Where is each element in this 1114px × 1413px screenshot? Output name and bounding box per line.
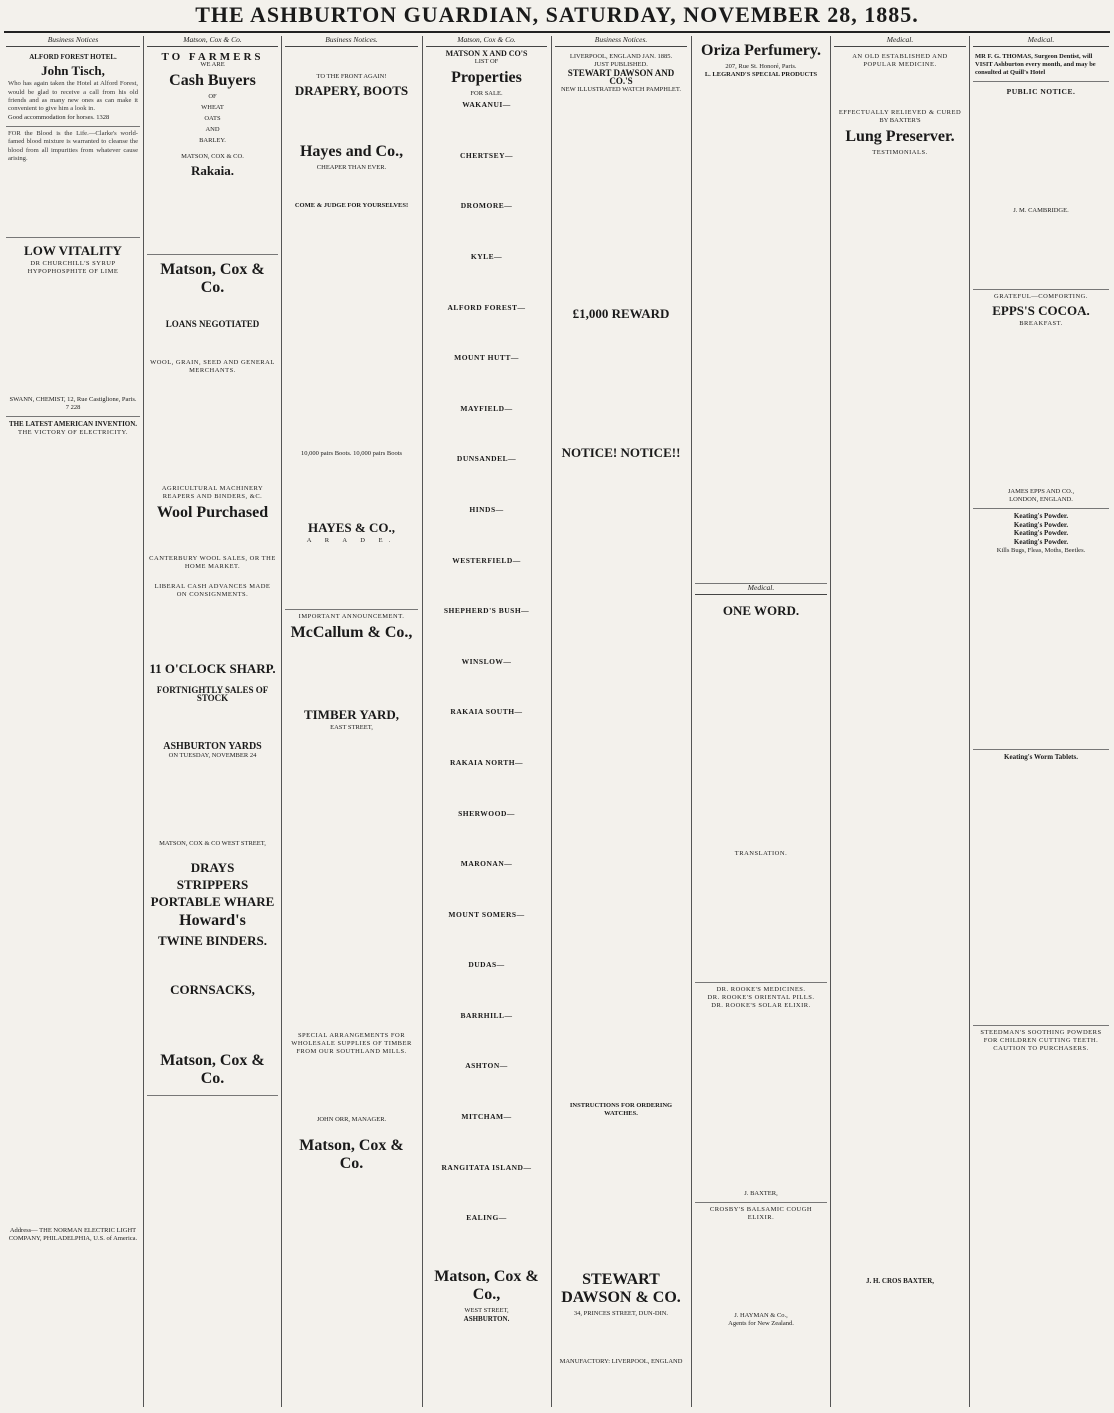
property-section-body [426,769,547,807]
list-line: ASHBURTON. [463,1314,510,1323]
ad-body [149,999,276,1049]
one-word-ad [695,598,827,983]
property-section-title: MOUNT SOMERS— [448,909,525,919]
property-section-title: RAKAIA SOUTH— [450,707,523,717]
ad-body [287,1056,416,1116]
column-2 [147,36,278,1406]
ad-text: Who has again taken the Hotel at Alford Forest, would be glad to receive a call from his old friends and as many new ones as can make it convenient to give him a look in. [8,80,138,113]
ad-line: FORTNIGHTLY SALES OF STOCK [156,684,269,704]
ad-sub: THE VICTORY OF ELECTRICITY. [17,429,129,437]
ad-line: STEEDMAN'S SOOTHING POWDERS FOR CHILDREN CUTTING TEETH. [980,1029,1102,1045]
ad-body [975,555,1107,745]
property-section-body [426,161,547,199]
list-line: WEST STREET, [464,1306,509,1314]
ad-line: LOANS NEGOTIATED [165,319,260,330]
ad-line: AN OLD ESTABLISHED AND POPULAR MEDICINE. [852,52,948,68]
ad-body [287,210,416,450]
ad-item: WHEAT [201,104,224,112]
stewart-dawson-ad [555,50,687,1370]
property-section-body [426,263,547,301]
alford-forest-hotel-ad [6,50,140,127]
ad-line: CHEAPER THAN EVER. [316,163,387,171]
ad-body [149,571,276,583]
ad-line: LIBERAL CASH ADVANCES MADE ON CONSIGNMENTS. [154,582,271,598]
ad-line: SPECIAL ARRANGEMENTS FOR WHOLESALE SUPPLIES OF TIMBER FROM OUR SOUTHLAND MILLS. [291,1031,412,1055]
ad-line: MANUFACTORY: LIVERPOOL, ENGLAND [559,1357,683,1365]
ad-body [557,462,685,1102]
ad-line: A R A D E. [306,536,397,544]
ad-line: Agents for New Zealand. [728,1319,794,1327]
public-notice-ad [973,82,1109,291]
ad-line: INSTRUCTIONS FOR ORDERING WATCHES. [569,1101,673,1117]
ad-body [149,300,276,320]
ad-sub: HYPOPHOSPHITE OF LIME [27,268,119,276]
property-section-body [426,920,547,958]
ad-headline: Howard's [179,911,246,929]
properties-sections [426,101,547,1262]
ad-line: BY BAXTER'S [879,116,921,124]
ad-body [149,848,276,858]
ad-headline: STEWART DAWSON AND CO.'S [567,67,675,87]
column-rule [969,36,970,1407]
property-section-title: CHERTSEY— [460,150,513,160]
property-section-title: KYLE— [470,251,503,261]
ad-body [697,1222,825,1312]
ad-line: ON TUESDAY, NOVEMBER 24 [168,751,257,759]
ad-line: HAYES & CO., [308,519,395,535]
ad-body [836,157,964,1277]
ad-line: GRATEFUL—COMFORTING. [994,293,1088,301]
ad-headline: Matson, Cox & Co. [160,261,265,297]
ad-body [287,100,416,140]
ad-line: EAST STREET, [330,723,373,731]
column-head: Business Notices. [285,36,418,47]
list-title: MATSON X AND CO'S [445,48,528,58]
column-1 [6,36,140,1406]
ad-line: 10,000 pairs Boots. 10,000 pairs Boots [300,449,403,457]
property-section-title: EALING— [466,1213,507,1223]
property-section-title: DUDAS— [468,960,505,970]
column-head: Business Notices. [555,36,687,47]
ad-name: John Tisch, [41,63,105,79]
ad-body [287,53,416,73]
ad-line: Keating's Worm Tablets. [1004,752,1078,761]
ad-body [149,180,276,250]
ad-body [149,525,276,555]
masthead-title: THE ASHBURTON GUARDIAN, SATURDAY, NOVEMBER 28, 1885. [195,2,919,27]
property-section-body [426,1173,547,1211]
ad-headline: DRAPERY, BOOTS [294,82,409,98]
ad-body [697,620,825,850]
column-rule [143,36,144,1407]
property-section-title: MOUNT HUTT— [454,353,519,363]
column-rule [551,36,552,1407]
ad-body [836,69,964,109]
property-section-title: RANGITATA ISLAND— [441,1162,532,1172]
ad-title: LOW VITALITY [24,243,122,259]
ad-line: TWINE BINDERS. [157,932,268,948]
property-section-body [426,718,547,756]
ad-line: CAUTION TO PURCHASERS. [993,1045,1089,1053]
ad-body [697,79,825,579]
column-head: Medical. [834,36,966,47]
dentist-ad [973,50,1109,82]
ad-headline: Wool Purchased [156,503,269,521]
property-section-title: SHERWOOD— [458,808,515,818]
ad-body [697,1010,825,1190]
ad-headline: Lung Preserver. [845,127,955,145]
ad-headline: Matson, Cox & Co. [299,1136,404,1172]
ad-body [975,328,1107,488]
property-section-title: BARRHILL— [460,1010,513,1020]
column-head: Matson, Cox & Co. [426,36,547,47]
ad-line: TESTIMONIALS. [872,148,928,156]
property-section-title: DROMORE— [460,201,513,211]
ad-line: DR. ROOKE'S SOLAR ELIXIR. [711,1001,811,1009]
ad-body [975,97,1107,207]
column-head: Business Notices [6,36,140,47]
keating-worm-ad [973,750,1109,1027]
property-section-body [426,1123,547,1161]
property-section-body [426,566,547,604]
list-line: FOR SALE. [470,90,503,98]
ad-line: J. H. CROS BAXTER, [865,1276,935,1285]
ad-headline: McCallum & Co., [290,623,413,641]
ad-body [287,545,416,605]
section-head: Medical. [695,584,827,595]
ad-item: AND [205,126,220,134]
ad-title: TO FARMERS [161,50,264,63]
ad-line: WOOL, GRAIN, SEED AND GENERAL MERCHANTS. [150,358,275,374]
ad-headline: EPPS'S COCOA. [992,303,1090,319]
property-section-title: ALFORD FOREST— [447,302,526,312]
keating-powder-ad [973,509,1109,749]
column-rule [281,36,282,1407]
ad-line: WE ARE [200,61,225,69]
list-line: LIST OF [474,58,499,66]
ad-line: JAMES EPPS AND CO., [1007,488,1075,496]
ad-body [975,761,1107,1021]
ad-headline: £1,000 REWARD [572,305,670,321]
ad-line: NEW ILLUSTRATED WATCH PAMPHLET. [560,85,681,93]
ad-headline: Oriza Perfumery. [701,42,821,59]
ad-line: CORNSACKS, [170,981,255,997]
column-rule [691,36,692,1407]
ad-sign: J. M. CAMBRIDGE. [1013,207,1069,215]
ad-line: ASHBURTON YARDS [163,740,262,752]
ad-body [697,858,825,978]
ad-body [557,323,685,443]
property-section-body [426,414,547,452]
property-section-title: DUNSANDEL— [456,454,517,464]
ad-title: PUBLIC NOTICE. [1006,86,1076,96]
ad-headline: ONE WORD. [722,602,800,618]
property-section-title: WAKANUI— [462,100,511,110]
ad-line: TIMBER YARD, [303,706,400,722]
ad-body [287,1124,416,1134]
ad-text: MR F. G. THOMAS, Surgeon Dentist, will VISIT Ashburton every month, and may be consulted at Quill's Hotel [975,52,1096,76]
ad-line: BREAKFAST. [1019,320,1063,328]
property-section-title: MITCHAM— [461,1112,512,1122]
ad-body [975,215,1107,285]
ad-line: JOHN ORR, MANAGER. [316,1115,387,1123]
baxter-lung-preserver-ad [834,50,966,1290]
ad-line: MATSON, COX & CO WEST STREET, [159,839,266,847]
ad-line: Keating's Powder. [1013,529,1069,538]
ad-line: TRANSLATION. [734,849,788,857]
ad-headline: Hayes and Co., [299,142,404,160]
column-rule [830,36,831,1407]
ad-headline: STEWART DAWSON & CO. [561,1270,681,1306]
column-6 [695,36,827,1406]
ad-line: J. BAXTER, [744,1189,778,1197]
property-section-title: ASHTON— [465,1061,508,1071]
ad-body [149,375,276,485]
ad-item: OATS [204,115,221,123]
property-section-title: SHEPHERD'S BUSH— [443,606,530,616]
ad-item: BARLEY. [199,137,226,145]
ad-line: COME & JUDGE FOR YOURSELVES! [294,201,409,209]
ad-line: 11 O'CLOCK SHARP. [149,660,276,676]
column-head: Matson, Cox & Co. [147,36,278,47]
ad-sign: MATSON, COX & CO. [181,153,244,161]
ad-place: Rakaia. [191,163,234,179]
ad-line: 207, Rue St. Honoré, Paris. [725,63,797,70]
ad-line: LIVERPOOL, ENGLAND JAN. 1885. [569,52,673,60]
ad-foot: Good accommodation for horses. 1328 [8,113,110,121]
ad-body [287,458,416,518]
property-section-body [426,870,547,908]
ad-body [149,599,276,659]
property-section-body [426,1021,547,1059]
ad-headline: Cash Buyers [169,72,256,90]
ad-line: Keating's Powder. [1013,520,1069,529]
list-headline: Properties [451,69,522,87]
ad-body [287,172,416,202]
column-3 [285,36,418,1406]
hayes-drapery-ad [285,50,418,610]
ad-title: ALFORD FOREST HOTEL. [29,52,117,61]
masthead-rule [4,31,1110,33]
masthead [0,0,1114,30]
ad-headline: Matson, Cox & Co. [160,1051,265,1087]
column-4 [426,36,547,1406]
ad-line: STRIPPERS [176,876,249,892]
ad-line: J. HAYMAN & Co., [734,1311,788,1319]
ad-body [149,760,276,840]
ad-line: 34, PRINCES STREET, DUN-DIN. [573,1309,669,1317]
ad-line: L. LEGRAND'S SPECIAL PRODUCTS [704,71,818,78]
ad-body [557,1118,685,1268]
epps-cocoa-ad [973,290,1109,509]
ad-line: Keating's Powder. [1013,512,1069,521]
ad-line: PORTABLE WHARE [150,893,275,909]
property-section-title: MAYFIELD— [460,403,513,413]
property-section-body [426,667,547,705]
column-8 [973,36,1109,1406]
ad-body [149,703,276,743]
ad-line: Kills Bugs, Fleas, Moths, Beetles. [996,546,1086,554]
properties-list-footer [426,1268,547,1324]
ad-line: EFFECTUALLY RELIEVED & CURED [838,108,962,116]
matson-cox-main-ad [147,255,278,1095]
property-section-body [426,819,547,857]
property-section-title: MARONAN— [460,859,513,869]
property-section-body [426,1224,547,1262]
column-head: Medical. [973,36,1109,47]
ad-title: THE LATEST AMERICAN INVENTION. [8,420,138,429]
ad-line: IMPORTANT ANNOUNCEMENT. [298,612,405,620]
steedman-powders-ad [973,1026,1109,1057]
ad-body [557,94,685,304]
property-section-body [426,971,547,1009]
ad-filler [8,163,138,233]
property-section-title: RAKAIA NORTH— [449,757,524,767]
property-section-body [426,111,547,149]
ad-line: DR. ROOKE'S ORIENTAL PILLS. [707,993,815,1001]
electric-light-ad [6,417,140,1247]
oriza-perfumery-ad [695,36,827,584]
ad-text: FOR the Blood is the Life.—Clarke's world-famed blood mixture is warranted to cleanse the blood from all impurities from whatever cause arising. [8,129,138,163]
ad-body [8,276,138,396]
column-7 [834,36,966,1406]
properties-list-header [426,50,547,99]
mccallum-timber-ad [285,610,418,1180]
ad-body [557,1318,685,1358]
ad-foot: SWANN, CHEMIST, 12, Rue Castiglione, Paris. 7 228 [9,396,137,412]
ad-line: CROSBY'S BALSAMIC COUGH ELIXIR. [709,1205,813,1221]
crosby-elixir-ad [695,1203,827,1332]
property-section-body [426,516,547,554]
ad-line: JUST PUBLISHED. [594,60,648,68]
low-vitality-ad [6,238,140,417]
property-section-body [426,617,547,655]
clarke-blood-mixture-ad [6,127,140,239]
property-section-title: WINSLOW— [461,656,512,666]
ad-line: Keating's Powder. [1013,537,1069,546]
property-section-body [426,1072,547,1110]
ad-sub: DR CHURCHILL'S SYRUP [30,260,116,268]
column-5 [555,36,687,1406]
property-section-title: WESTERFIELD— [452,555,521,565]
ad-headline: NOTICE! NOTICE!! [561,444,681,460]
ad-body [287,645,416,705]
ad-body [149,329,276,359]
ad-body [8,437,138,1227]
property-section-title: HINDS— [469,504,504,514]
column-rule [422,36,423,1407]
ad-body [287,732,416,1032]
cash-buyers-ad [147,50,278,256]
ad-line: AGRICULTURAL MACHINERY REAPERS AND BINDERS, &C. [161,484,264,500]
ad-foot: Address— THE NORMAN ELECTRIC LIGHT COMPANY, PHILADELPHIA, U.S. of America. [8,1227,138,1243]
ad-line: CANTERBURY WOOL SALES, OR THE HOME MARKET. [149,554,276,570]
ad-line: DR. ROOKE'S MEDICINES. [716,985,806,993]
property-section-body [426,465,547,503]
ad-line: LONDON, ENGLAND. [1009,496,1073,504]
property-section-body [426,212,547,250]
ad-line: DRAYS [190,859,235,875]
property-section-body [426,364,547,402]
rooke-medicines-ad [695,983,827,1203]
ad-line: OF [208,93,217,101]
list-headline: Matson, Cox & Co., [434,1267,539,1303]
ad-body [149,950,276,980]
property-section-body [426,313,547,351]
ad-line: TO THE FRONT AGAIN! [316,72,387,80]
